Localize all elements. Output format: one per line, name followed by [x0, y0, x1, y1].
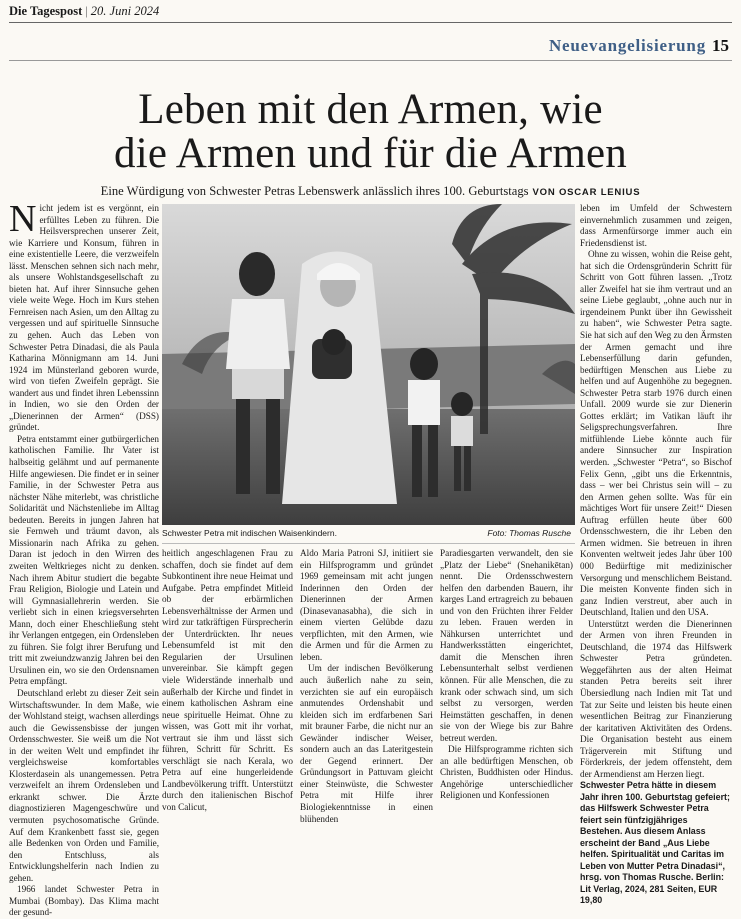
masthead-separator: |: [85, 4, 88, 18]
article-column-1: [9, 198, 159, 918]
drop-cap: N: [9, 198, 37, 240]
caption-rule: [162, 543, 575, 544]
masthead: [9, 4, 159, 19]
paragraph: Um der indischen Bevölkerung auch äußerlich nahe zu sein, verzichten sie auf ein europäisch anmutendes Ordenshabit und kleiden sich im erdfarbenen Sari mit brauner Farbe, die nicht nur an Gewänder indischer Weiser, sondern auch an das Lateritgestein der Gegend erinnert. Der Gründungsort in Pattuvam gleicht einer Steinwüste, die Schwester Petra mit Hilfe ihrer Biologiekenntnisse in einen blühenden: [300, 663, 433, 824]
photo-illustration: [162, 204, 575, 525]
newspaper-name: Die Tagespost: [9, 4, 83, 18]
book-info-box: Schwester Petra hätte in diesem Jahr ihren 100. Geburtstag gefeiert; das Hilfswerk Schwester Petra feiert sein fünfzigjähriges Bestehen. Aus diesem Anlass erscheint der Band „Aus Liebe helfen. Spiritualität und Caritas im Leben von Mutter Petra Dinadasi“, hrsg. von Thomas Rusche. Berlin: Lit Verlag, 2024, 281 Seiten, EUR 19,80: [580, 780, 730, 906]
paragraph: Aldo Maria Patroni SJ, initiiert sie ein Hilfsprogramm und gründet 1969 gemeinsam mit acht jungen Inderinnen den Orden der Dienerinnen der Armen (Dinasevanasabha), die sich in einem vierten Gelübde dazu verpflichten, mit den Armen, wie die Armen und für die Armen zu leben.: [300, 548, 433, 662]
subheadline: [0, 184, 741, 199]
byline: VON OSCAR LENIUS: [532, 187, 641, 198]
article-column-3: [300, 548, 433, 824]
section-name: Neuevangelisierung: [548, 36, 706, 55]
headline-line-2: die Armen und für die Armen: [114, 130, 627, 177]
paragraph: Ohne zu wissen, wohin die Reise geht, hat sich die Ordensgründerin Schritt für Schritt von Gott führen lassen. „Trotz aller Zweifel hat sie ihm vertraut und an seine Liebe geglaubt, „ohne auch nur in irgendeinem Punkt über ihn Gewissheit zu haben“, wie Schwester Petra sagte. Sie hat sich auf den Weg zu den Ärmsten der Armen gemacht und ihre Lebenserfüllung darin gefunden, bedürftigen Menschen aus Liebe zu helfen und auf Augenhöhe zu begegnen. Schwester Petra starb 1976 durch einen Unfall. 2009 wurde sie zur Dienerin Gottes erklärt; im Vatikan läuft ihr Seligsprechungsverfahren. Ihre mitfühlende Liebe könnte auch für andere Sinnsucher zur Inspiration werden. „Schwester “Petra“, so Bischof Felix Genn, „gibt uns die Erkenntnis, dass – wer bei Christus sein will – zu den Armen gehen sollte. Was für ein mächtiges Wort für unsere Zeit!“ Diesen Auftrag erfüllen heute über 600 Ordensschwestern, die ihr Leben den Armen widmen. Sie betreuen in ihren Konventen weltweit jedes Jahr über 100 000 Bedürftige mit medizinischer Versorgung und menschlichem Beistand. Die meisten Konvente finden sich in ganz Indien verstreut, aber auch in Deutschland, Italien und den USA.: [580, 249, 732, 618]
article-column-2: [162, 548, 293, 813]
paragraph: heitlich angeschlagenen Frau zu schaffen, doch sie findet auf dem Subkontinent ihre neue Heimat und Aufgabe. Petra empfindet Mitleid ob der erbärmlichen Lebensverhältnisse der Armen und wird zur tatkräftigen Fürsprecherin der Unterdrückten. Ihr neues Lebensumfeld ist mit den Regularien der Ursulinen unvereinbar. Sie kämpft gegen viele Widerstände innerhalb und außerhalb der Kirche und findet in einem katholischen Ashram eine neue spirituelle Heimat. Ohne zu wissen, was Gott mit ihr vorhat, vertraut sie ihm und lässt sich führen, Schritt für Schritt. Es verschlägt sie nach Kerala, wo Petra auf eine hungerleidende Landbevölkerung trifft. Unterstützt durch den italienischen Bischof von Calicut,: [162, 548, 293, 813]
article-column-4: [440, 548, 573, 801]
article-column-5: [580, 203, 732, 906]
paragraph: Paradiesgarten verwandelt, den sie „Platz der Liebe“ (Snehanikētan) nennt. Die Ordensschwestern helfen den darbenden Bauern, ihr karges Land ertragreich zu bebauen und von den Früchten ihrer Felder zu leben. Frauen werden in Nähkursen unterrichtet und Handwerksstätten eingerichtet, damit die Menschen ihren Lebensunterhalt selbst verdienen können. Für alle Menschen, die zu krank oder schwach sind, um sich selbst zu versorgen, werden Heimstätten geschaffen, in denen sie von der Wiege bis zur Bahre betreut werden.: [440, 548, 573, 743]
top-rule: [9, 22, 732, 23]
intro-paragraph: [9, 198, 159, 434]
paragraph: Deutschland erlebt zu dieser Zeit sein Wirtschaftswunder. In dem Maße, wie der Wohlstand steigt, wachsen allerdings auch die Gewissensbisse der jungen Ordensschwester. Sie weiß um die Not in der weiten Welt und empfindet ihr vergleichsweise komfortables Klosterdasein als unangemessen. Petra verzweifelt an ihrem Ordensleben und erkrankt schwer. Die Ärzte diagnostizieren Magengeschwüre und vermuten psychosomatische Gründe. Auf dem Krankenbett fasst sie, gegen alle Bedenken von Orden und Familie, den Entschluss, als Entwicklungshelferin nach Indien zu gehen.: [9, 687, 159, 883]
photo-caption: [162, 528, 575, 538]
intro-text: icht jedem ist es vergönnt, ein erfülltes Leben zu führen. Die Heilsversprechen unserer Zeit, wie Karriere und Konsum, führen in eine existentielle Leere, die verzweifeln lässt. Menschen sehnen sich nach mehr, als unsere Wohlstandsgesellschaft zu bieten hat. Auf ihrer Sinnsuche gehen viele weite Wege. Hoch im Kurs stehen Fernreisen nach Asien, um den Alltag zu vergessen und auf spirituelle Sinnsuche zu gehen. Auch das Leben von Schwester Petra Dinadasi, die als Paula Katharina Mönnigmann am 14. Juni 1924 im Münsterland geboren wurde, wird von tiefen Zweifeln geprägt. Sie wandert aus und findet ihren Lebenssinn in Indien, wo sie den Orden der „Dienerinnen der Armen“ (DSS) gründet.: [9, 203, 159, 433]
issue-date: 20. Juni 2024: [90, 4, 160, 18]
photo-credit: Foto: Thomas Rusche: [487, 528, 571, 538]
paragraph: leben im Umfeld der Schwestern einvernehmlich zusammen und zeigen, dass Armenfürsorge immer auch ein Friedensdienst ist.: [580, 203, 732, 248]
subheadline-text: Eine Würdigung von Schwester Petras Lebenswerk anlässlich ihres 100. Geburtstags: [100, 184, 529, 198]
section-header: [549, 36, 729, 56]
headline: [0, 88, 741, 176]
section-rule: [9, 60, 732, 61]
page-number: 15: [712, 36, 729, 55]
paragraph: 1966 landet Schwester Petra in Mumbai (Bombay). Das Klima macht der gesund-: [9, 884, 159, 918]
caption-text: Schwester Petra mit indischen Waisenkindern.: [162, 528, 337, 538]
paragraph: Petra entstammt einer gutbürgerlichen katholischen Familie. Ihr Vater ist halbseitig gelähmt und auf permanente Hilfe angewiesen. Die findet er in seiner Familie, in der Schwester Petra aus nächster Nähe miterlebt, was christliche Solidarität und Nächstenliebe im Alltag bedeuten. Bereits in jungen Jahren hat sie Fernweh und träumt davon, als Missionarin nach Afrika zu gehen. Daran ist jedoch in den Wirren des zweiten Weltkrieges nicht zu denken. Nach ihrem Abitur studiert die begabte Frau Religion, Biologie und Latein und will Gymnasiallehrerin werden. Sie verliebt sich in einen kriegsversehrten Mann, doch einer Eheschließung steht ihr Verlangen entgegen, ein Ordensleben zu führen. Sie folgt ihrer Berufung und tritt mit zweiundzwanzig Jahren bei den Ursulinen ein, wo sie den Ordensnamen Petra empfängt.: [9, 433, 159, 687]
paragraph: Die Hilfsprogramme richten sich an alle bedürftigen Menschen, ob Christen, Buddhisten oder Hindus. Angehörige unterschiedlicher Religionen und Konfessionen: [440, 744, 573, 801]
headline-line-1: Leben mit den Armen, wie: [138, 86, 603, 133]
photo-sister-petra-with-children: [162, 204, 575, 525]
paragraph: Unterstützt werden die Dienerinnen der Armen von ihren Freunden in Deutschland, die 1974 das Hilfswerk Schwester Petra gründeten. Weggefährten aus der alten Heimat standen Petra bereits seit ihrer Übersiedlung nach Indien mit Tat und Tat zur Seite und leisten bis heute einen wesentlichen Beitrag zur Finanzierung der karitativen Aktivitäten des Ordens. Die Organisation besteht aus einem Trägerverein mit Stiftung und Förderkreis, der jedem offensteht, dem der Armendienst am Herzen liegt.: [580, 618, 732, 779]
